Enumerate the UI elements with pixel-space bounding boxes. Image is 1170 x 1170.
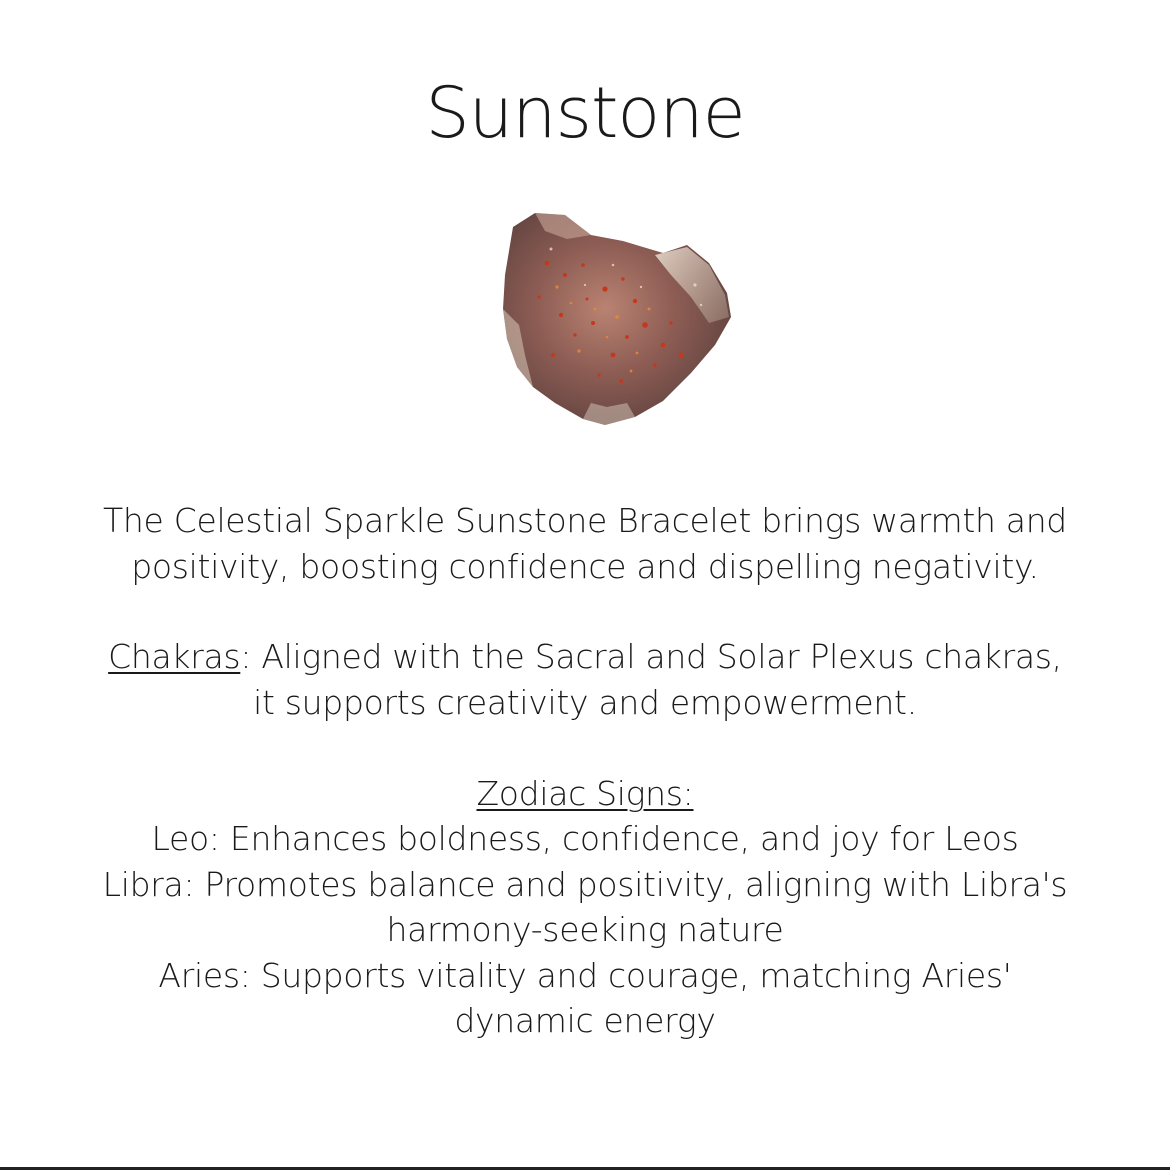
zodiac-item-libra <box>0 862 1170 908</box>
zodiac-sign: Libra <box>102 864 184 904</box>
zodiac-text-continued: dynamic energy <box>454 1001 716 1040</box>
zodiac-text: : Enhances boldness, confidence, and joy for Leos <box>208 819 1019 858</box>
zodiac-text-continued: harmony-seeking nature <box>386 910 784 949</box>
zodiac-text: : Promotes balance and positivity, aligning with Libra's <box>183 864 1068 904</box>
intro-line: positivity, boosting confidence and dispelling negativity. <box>131 546 1039 586</box>
chakras-line <box>0 634 1170 680</box>
zodiac-list <box>0 816 1170 1044</box>
zodiac-text: : Supports vitality and courage, matching Aries' <box>239 955 1012 995</box>
chakras-text: Aligned with the Sacral and Solar Plexus chakras, <box>251 637 1062 676</box>
zodiac-heading-label: Zodiac Signs: <box>476 774 694 813</box>
chakras-line: it supports creativity and empowerment. <box>253 682 917 722</box>
intro-line: The Celestial Sparkle Sunstone Bracelet brings warmth and <box>103 501 1067 540</box>
chakras-separator: : <box>240 637 252 676</box>
zodiac-sign: Leo <box>151 819 209 858</box>
zodiac-item-leo <box>0 816 1170 862</box>
chakras-label: Chakras <box>108 637 241 676</box>
zodiac-item-aries <box>0 953 1170 999</box>
zodiac-heading <box>0 771 1170 817</box>
chakras-paragraph <box>0 634 1170 725</box>
sunstone-crystal-icon <box>495 205 735 430</box>
intro-paragraph <box>0 498 1170 589</box>
zodiac-sign: Aries <box>158 955 240 995</box>
page-title: Sunstone <box>425 72 745 154</box>
